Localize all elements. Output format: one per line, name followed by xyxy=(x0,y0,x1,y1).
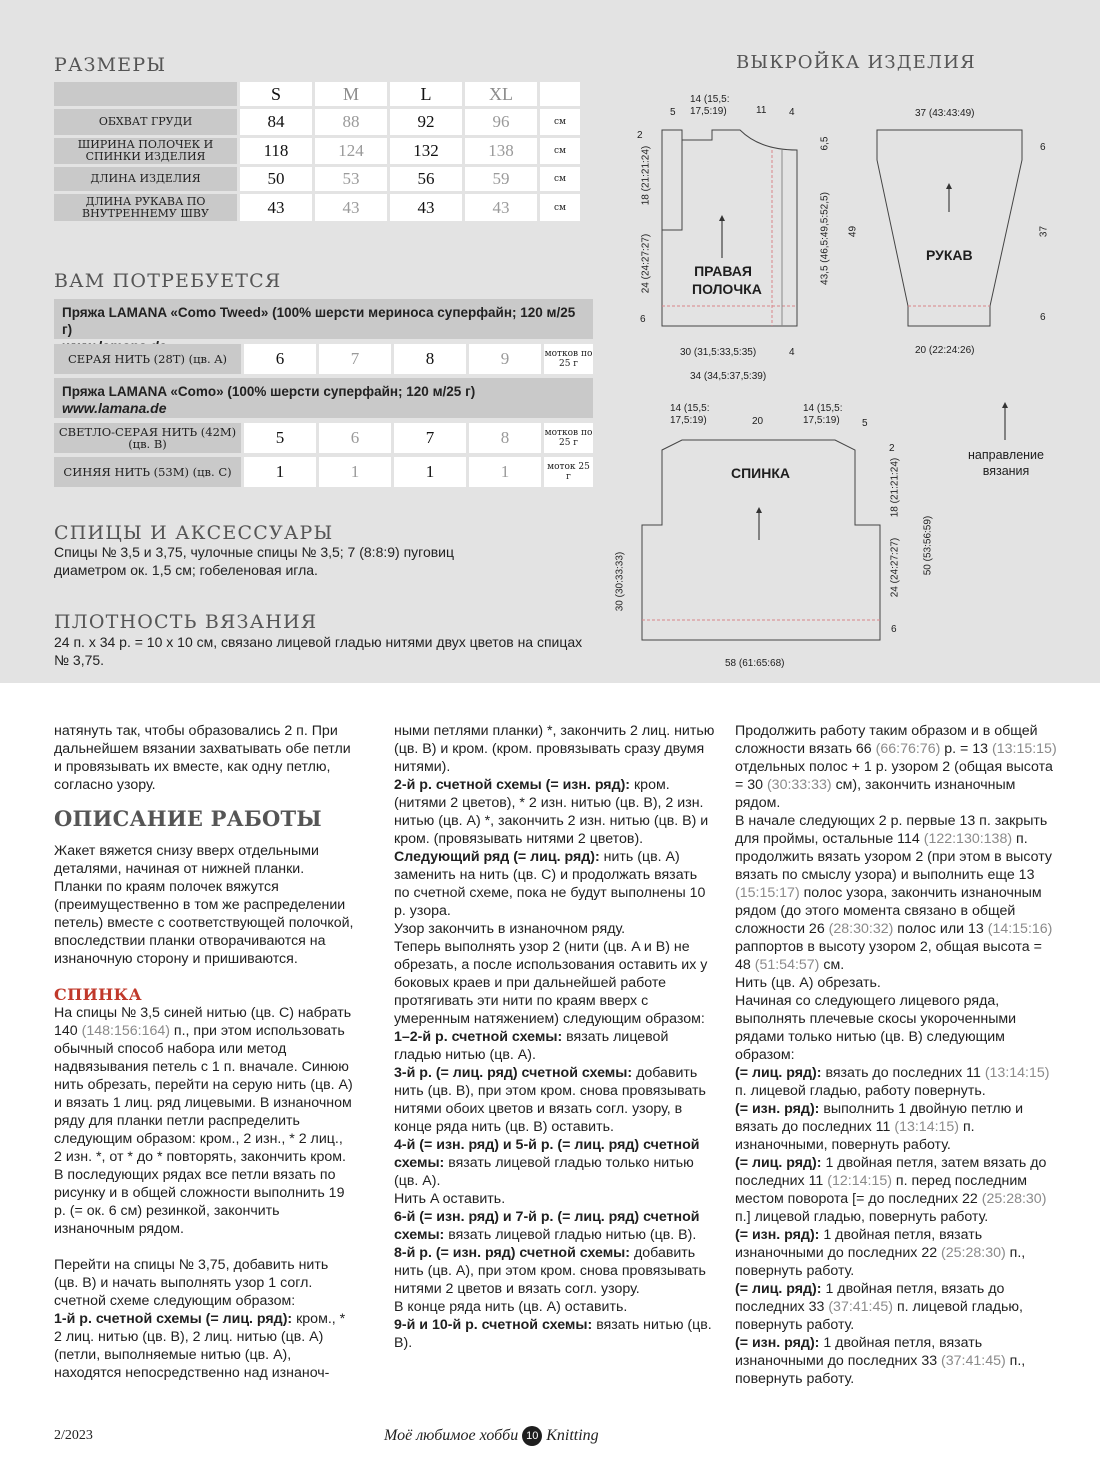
sleeve-outline xyxy=(877,130,1022,326)
size-value: 56 xyxy=(390,167,462,191)
size-row-label: ДЛИНА РУКАВА ПО ВНУТРЕННЕМУ ШВУ xyxy=(54,194,237,221)
yarn-2-url: www.lamana.de xyxy=(62,400,167,416)
size-row-label: ДЛИНА ИЗДЕЛИЯ xyxy=(54,167,237,191)
sizes-title: РАЗМЕРЫ xyxy=(54,54,167,76)
size-header: L xyxy=(390,82,462,106)
yarn-row-label: СЕРАЯ НИТЬ (28T) (цв. A) xyxy=(54,344,241,374)
dim-front-top: 14 (15,5: 17,5:19) xyxy=(690,94,730,117)
size-value: 124 xyxy=(315,138,387,164)
magazine-footer xyxy=(384,1426,599,1446)
size-unit: см xyxy=(540,167,580,191)
dim-front-6-5: 6,5 xyxy=(819,136,831,151)
dim-sleeve-bottom: 20 (22:24:26) xyxy=(915,345,975,356)
size-value: 118 xyxy=(240,138,312,164)
size-value: 43 xyxy=(315,194,387,221)
magazine-section: Knitting xyxy=(546,1427,599,1444)
dim-front-6: 6 xyxy=(640,314,646,325)
yarn-value: 6 xyxy=(244,344,316,374)
yarn-value: 7 xyxy=(394,423,466,453)
size-row-label: ШИРИНА ПОЛОЧЕК И СПИНКИ ИЗДЕЛИЯ xyxy=(54,138,237,164)
size-header: S xyxy=(240,82,312,106)
dim-back-2: 2 xyxy=(889,443,895,454)
size-value: 92 xyxy=(390,109,462,135)
yarn-unit: моток 25 г xyxy=(544,457,593,487)
back-label: СПИНКА xyxy=(731,465,791,481)
dim-back-24: 24 (24:27:27) xyxy=(889,537,901,598)
yarn-1-description: Пряжа LAMANA «Como Tweed» (100% шерсти мериноса суперфайн; 120 м/25 г) xyxy=(62,305,576,337)
yarn-unit: мотков по 25 г xyxy=(544,423,593,453)
size-value: 43 xyxy=(240,194,312,221)
needles-text: Спицы № 3,5 и 3,75, чулочные спицы № 3,5; 7 (8:8:9) пуговиц диаметром ок. 1,5 см; гобеленовая игла. xyxy=(54,544,455,578)
size-unit: см xyxy=(540,138,580,164)
dim-front-18: 18 (21:21:24) xyxy=(640,145,652,206)
dim-front-24: 24 (24:27:27) xyxy=(640,233,652,294)
gauge-title: ПЛОТНОСТЬ ВЯЗАНИЯ xyxy=(54,611,318,633)
yarn-value: 6 xyxy=(319,423,391,453)
dim-front-5: 5 xyxy=(670,107,676,118)
dim-sleeve-6b: 6 xyxy=(1040,312,1046,323)
yarn-value: 8 xyxy=(469,423,541,453)
magazine-name: Моё любимое хобби xyxy=(384,1427,519,1444)
pattern-diagram xyxy=(0,0,1100,683)
yarn-row-label: СИНЯЯ НИТЬ (53M) (цв. C) xyxy=(54,457,241,487)
pattern-title: ВЫКРОЙКА ИЗДЕЛИЯ xyxy=(736,52,976,73)
size-value: 50 xyxy=(240,167,312,191)
direction-label: направление вязания xyxy=(968,448,1044,478)
size-value: 84 xyxy=(240,109,312,135)
dim-front-bottom-4: 4 xyxy=(789,347,795,358)
yarn-row-label: СВЕТЛО-СЕРАЯ НИТЬ (42M) (цв. B) xyxy=(54,423,241,453)
size-row-label: ОБХВАТ ГРУДИ xyxy=(54,109,237,135)
dim-back-18: 18 (21:21:24) xyxy=(889,457,901,518)
page-number: 10 xyxy=(522,1426,542,1446)
yarn-2-description: Пряжа LAMANA «Como» (100% шерсти суперфайн; 120 м/25 г) xyxy=(62,384,476,399)
size-value: 59 xyxy=(465,167,537,191)
size-value: 88 xyxy=(315,109,387,135)
dim-back-30: 30 (30:33:33) xyxy=(614,551,626,612)
size-value: 43 xyxy=(390,194,462,221)
size-value: 53 xyxy=(315,167,387,191)
sleeve-label: РУКАВ xyxy=(926,247,973,263)
dim-front-bottom: 30 (31,5:33,5:35) xyxy=(680,347,757,358)
dim-sleeve-6a: 6 xyxy=(1040,142,1046,153)
needles-title: СПИЦЫ И АКСЕССУАРЫ xyxy=(54,522,334,544)
size-value: 138 xyxy=(465,138,537,164)
front-label: ПРАВАЯ ПОЛОЧКА xyxy=(692,263,762,297)
yarn-value: 7 xyxy=(319,344,391,374)
description-heading: ОПИСАНИЕ РАБОТЫ xyxy=(54,806,322,831)
gauge-text: 24 п. х 34 р. = 10 х 10 см, связано лицевой гладью нитями двух цветов на спицах № 3,75. xyxy=(54,634,583,668)
size-value: 43 xyxy=(465,194,537,221)
dim-sleeve-top: 37 (43:43:49) xyxy=(915,108,975,119)
text-column-2: ными петлями планки) *, закончить 2 лиц. нитью (цв. B) и кром. (кром. провязывать сразу двумя нитями). 2-й р. счетной схемы (= изн. ряд): кром. (нитями 2 цветов), * 2 изн. нитью (цв. B), 2 изн. нитью (цв. A) *, закончить 2 изн. нитью (цв. B) и кром. (провязывать нитями 2 цветов). Следующий ряд (= лиц. ряд): нить (цв. A) заменить на нить (цв. C) и продолжать вязать по счетной схеме, пока не будут выполнены 10 р. узора. Узор закончить в изнаночном ряду. Теперь выполнять узор 2 (нити (цв. A и B) не обрезать, а после использования оставить их у боковых краев и при дальнейшей работе протягивать эти нити по краям вверх с умеренным натяжением) следующим образом: 1–2-й р. счетной схемы: вязать лицевой гладью нитью (цв. A). 3-й р. (= лиц. ряд) счетной схемы: добавить нить (цв. B), при этом кром. снова провязывать нитями обоих цветов и вязать согл. узору, в конце ряда нить (цв. B) оставить. 4-й (= изн. ряд) и 5-й р. (= лиц. ряд) счетной схемы: вязать лицевой гладью только нитью (цв. A). Нить A оставить. 6-й (= изн. ряд) и 7-й р. (= лиц. ряд) счетной схемы: вязать лицевой гладью нитью (цв. B). 8-й р. (= изн. ряд) счетной схемы: добавить нить (цв. A), при этом кром. снова провязывать нитями 2 цветов и вязать согл. узору. В конце ряда нить (цв. A) оставить. 9-й и 10-й р. счетной схемы: вязать нитью (цв. B). xyxy=(394,723,715,1351)
size-unit: см xyxy=(540,109,580,135)
size-unit: см xyxy=(540,194,580,221)
dim-front-49: 49 xyxy=(847,225,859,238)
size-header: M xyxy=(315,82,387,106)
dim-back-6: 6 xyxy=(891,624,897,635)
size-header: XL xyxy=(465,82,537,106)
dim-front-43: 43,5 (46,5:49,5:52,5) xyxy=(819,192,831,285)
yarn-value: 5 xyxy=(244,423,316,453)
issue-number: 2/2023 xyxy=(54,1428,93,1443)
dim-back-bottom: 58 (61:65:68) xyxy=(725,658,785,669)
text-column-1: натянуть так, чтобы образовались 2 п. При дальнейшем вязании захватывать обе петли и провязывать их вместе, как одну петлю, согласно узору. ОПИСАНИЕ РАБОТЫ Жакет вяжется снизу вверх отдельными деталями, начиная от нижней планки. Планки по краям полочек вяжутся (преимущественно в том же распределении петель) вместе с соответствующей полочкой, впоследствии планки отворачиваются на изнаночную сторону и пришиваются. СПИНКА На спицы № 3,5 синей нитью (цв. C) набрать 140 (148:156:164) п., при этом использовать обычный способ набора или метод надвязывания петель с 1 п. вначале. Синюю нить обрезать, перейти на серую нить (цв. A) и вязать 1 лиц. ряд лицевыми. В изнаночном ряду для планки петли распределить следующим образом: кром., 2 изн., * 2 лиц., 2 изн. *, от * до * повторять, закончить кром. В последующих рядах все петли вязать по рисунку и в общей сложности выполнить 19 р. (= ок. 6 см) резинкой, закончить изнаночным рядом. Перейти на спицы № 3,75, добавить нить (цв. B) и начать выполнять узор 1 согл. счетной схеме следующим образом: 1-й р. счетной схемы (= лиц. ряд): кром., * 2 лиц. нитью (цв. B), 2 лиц. нитью (цв. A) (петли, выполняемые нитью (цв. A), находятся непосредственно над изнаноч- xyxy=(54,723,354,1381)
yarn-value: 1 xyxy=(394,457,466,487)
yarn-value: 9 xyxy=(469,344,541,374)
dim-back-5: 5 xyxy=(862,418,868,429)
size-value: 96 xyxy=(465,109,537,135)
dim-front-2: 2 xyxy=(637,130,643,141)
back-heading: СПИНКА xyxy=(54,985,143,1004)
dim-front-total: 34 (34,5:37,5:39) xyxy=(690,371,767,382)
dim-front-4: 4 xyxy=(789,107,795,118)
size-value: 132 xyxy=(390,138,462,164)
dim-back-top-left: 14 (15,5: 17,5:19) xyxy=(670,403,710,426)
yarn-unit: мотков по 25 г xyxy=(544,344,593,374)
dim-back-20: 20 xyxy=(752,416,764,427)
yarn-value: 1 xyxy=(244,457,316,487)
yarn-value: 1 xyxy=(319,457,391,487)
yarn-value: 1 xyxy=(469,457,541,487)
dim-back-50: 50 (53:56:59) xyxy=(922,515,934,576)
text-column-3: Продолжить работу таким образом и в общей сложности вязать 66 (66:76:76) р. = 13 (13:15:15) отдельных полос + 1 р. узором 2 (общая высота = 30 (30:33:33) см), закончить изнаночным рядом. В начале следующих 2 р. первые 13 п. закрыть для проймы, остальные 114 (122:130:138) п. продолжить вязать узором 2 (при этом в высоту вязать по смыслу узора) и выполнить еще 13 (15:15:17) полос узора, закончить изнаночным рядом (до этого момента связано в общей сложности 26 (28:30:32) полос или 13 (14:15:16) раппортов в высоту узором 2, общая высота = 48 (51:54:57) см. Нить (цв. A) обрезать. Начиная со следующего лицевого ряда, выполнять плечевые скосы укороченными рядами только нитью (цв. B) следующим образом: (= лиц. ряд): вязать до последних 11 (13:14:15) п. лицевой гладью, работу повернуть. (= изн. ряд): выполнить 1 двойную петлю и вязать до последних 11 (13:14:15) п. изнаночными, повернуть работу. (= лиц. ряд): 1 двойная петля, затем вязать до последних 11 (12:14:15) п. перед последним местом поворота [= до последних 22 (25:28:30) п.] лицевой гладью, повернуть работу. (= изн. ряд): 1 двойная петля, вязать изнаночными до последних 22 (25:28:30) п., повернуть работу. (= лиц. ряд): 1 двойная петля, вязать до последних 33 (37:41:45) п. лицевой гладью, повернуть работу. (= изн. ряд): 1 двойная петля, вязать изнаночными до последних 33 (37:41:45) п., повернуть работу. xyxy=(735,723,1057,1387)
dim-sleeve-37: 37 xyxy=(1038,225,1050,238)
dim-back-top-right: 14 (15,5: 17,5:19) xyxy=(803,403,843,426)
dim-front-11: 11 xyxy=(756,105,767,116)
needed-title: ВАМ ПОТРЕБУЕТСЯ xyxy=(54,270,282,292)
yarn-value: 8 xyxy=(394,344,466,374)
